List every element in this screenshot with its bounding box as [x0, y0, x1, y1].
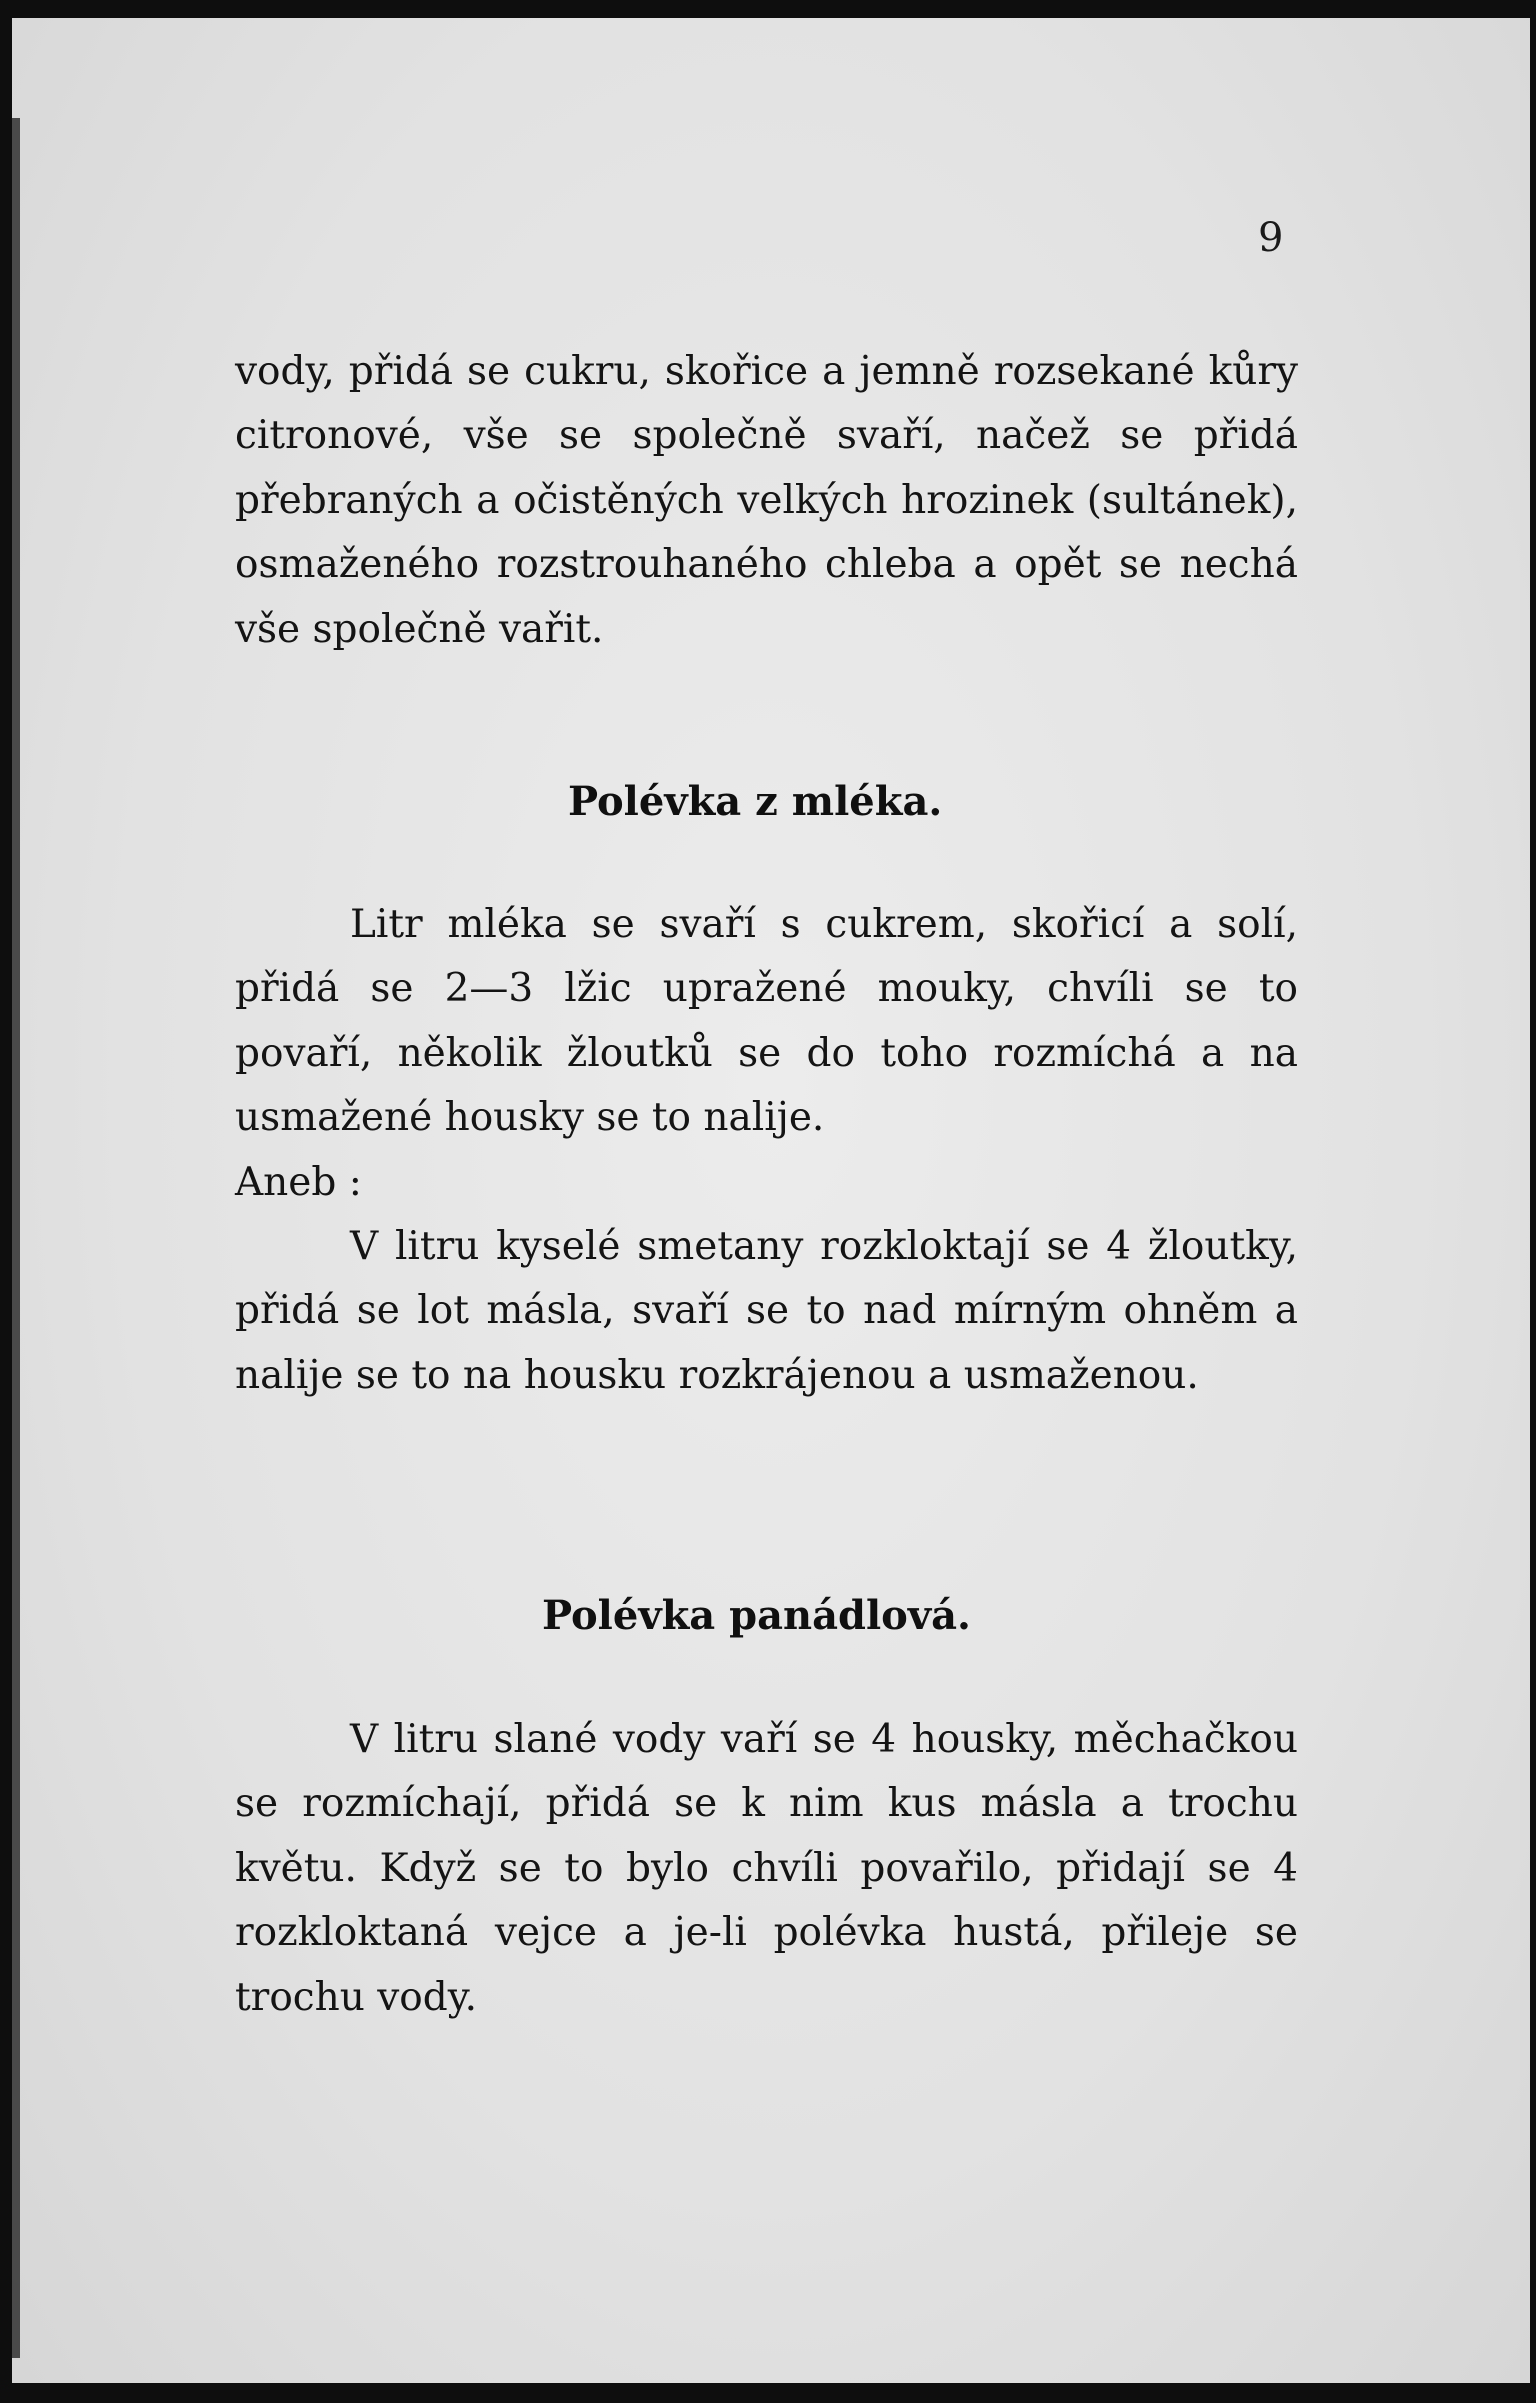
paragraph-3: V litru kyselé smetany rozkloktají se 4 žloutky, přidá se lot másla, svaří se to nad mírným ohněm a nalije se to na housku rozkrájenou a usmaženou.: [235, 1224, 1298, 1398]
paragraph-1: vody, přidá se cukru, skořice a jemně rozsekané kůry citronové, vše se společně svaří, načež se přidá přebraných a očistěných velkých hrozinek (sultánek), osmaženého rozstrouhaného chleba a opět se nechá vše společně vařit.: [235, 349, 1298, 652]
heading-polevka-panadlova: Polévka panádlová.: [542, 1592, 971, 1639]
paragraph-aneb: Aneb :: [235, 1159, 362, 1205]
text-block-2: [235, 893, 1298, 1408]
paragraph-2: Litr mléka se svaří s cukrem, skořicí a solí, přidá se 2—3 lžic upražené mouky, chvíli se to povaří, několik žloutků se do toho rozmíchá a na usmažené housky se to nalije.: [235, 902, 1298, 1141]
page-binding-edge: [12, 118, 20, 2358]
paragraph-4: V litru slané vody vaří se 4 housky, měchačkou se rozmíchají, přidá se k nim kus másla a trochu květu. Když se to bylo chvíli povařilo, přidají se 4 rozkloktaná vejce a je-li polévka hustá, přileje se trochu vody.: [235, 1717, 1298, 2020]
heading-polevka-z-mleka: Polévka z mléka.: [568, 778, 943, 825]
text-block-3: [235, 1708, 1298, 2030]
text-block-1: [235, 340, 1298, 662]
page-number: 9: [1258, 215, 1284, 261]
